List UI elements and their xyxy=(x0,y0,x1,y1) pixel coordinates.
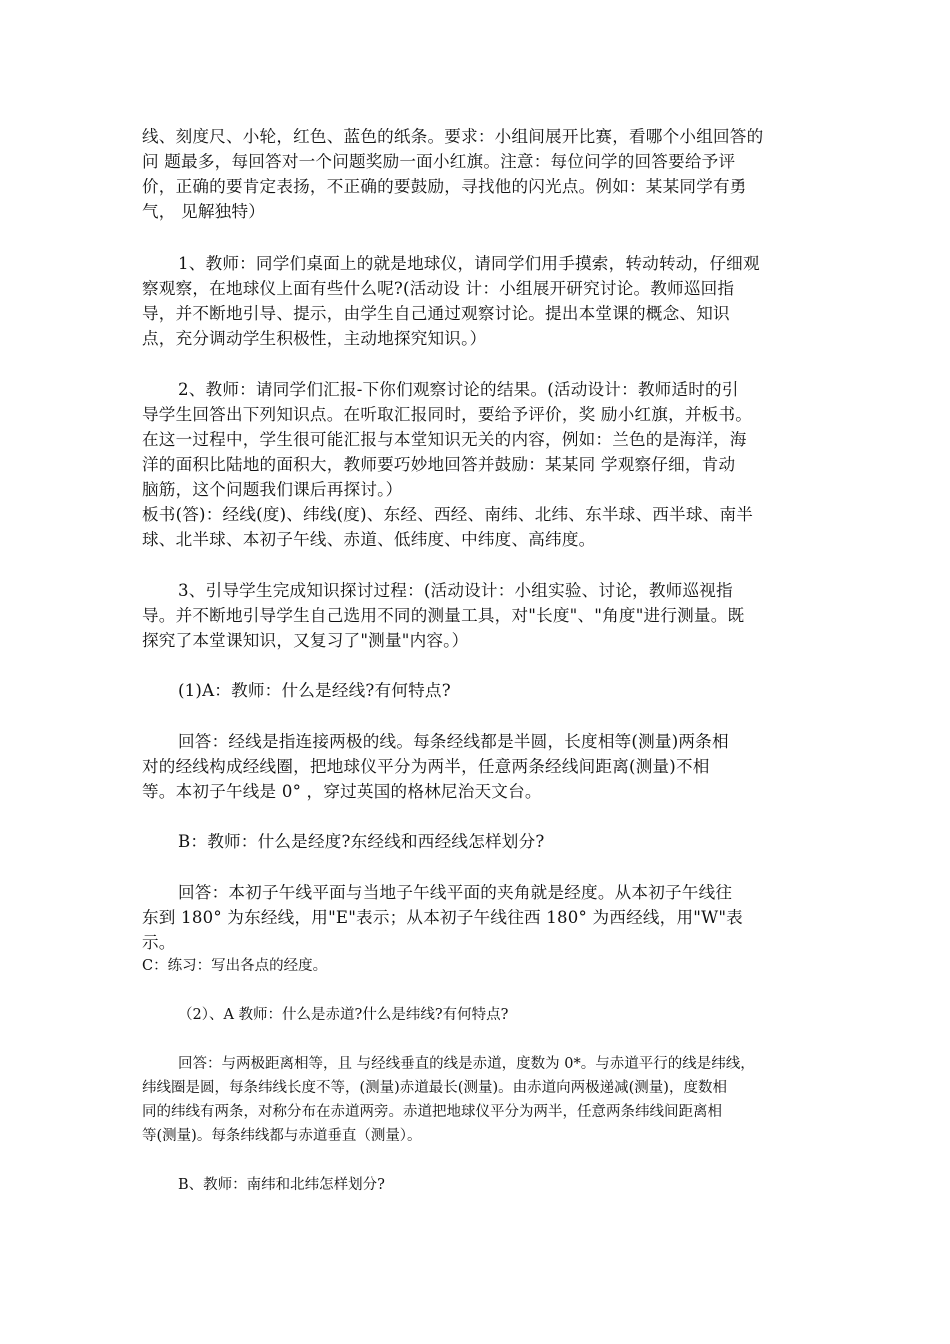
blackboard-line: 球、北半球、本初子午线、赤道、低纬度、中纬度、高纬度。 xyxy=(142,530,596,549)
question-1b: B：教师：什么是经度?东经线和西经线怎样划分? xyxy=(178,832,545,851)
text-line: 对的经线构成经线圈，把地球仪平分为两半，任意两条经线间距离(测量)不相 xyxy=(142,757,710,776)
text-line: 导，并不断地引导、提示，由学生自己通过观察讨论。提出本堂课的概念、知识 xyxy=(142,304,730,323)
question-2a: （2）、A 教师：什么是赤道?什么是纬线?有何特点? xyxy=(178,1007,509,1023)
text-line: 等。本初子午线是 0° ，穿过英国的格林尼治天文台。 xyxy=(142,782,542,801)
question-1a: (1)A：教师：什么是经线?有何特点? xyxy=(178,681,451,700)
text-line: 在这一过程中，学生很可能汇报与本堂知识无关的内容，例如：兰色的是海洋，海 xyxy=(142,430,747,449)
paragraph-1-line: 1、教师：同学们桌面上的就是地球仪，请同学们用手摸索，转动转动，仔细观 xyxy=(178,254,760,273)
text-line: 问 题最多，每回答对一个问题奖励一面小红旗。注意：每位问学的回答要给予评 xyxy=(142,152,736,171)
text-line: 点，充分调动学生积极性，主动地探究知识。） xyxy=(142,329,487,348)
paragraph-2-line: 2、教师：请同学们汇报-下你们观察讨论的结果。(活动设计：教师适时的引 xyxy=(178,380,739,399)
text-line: 等(测量)。每条纬线都与赤道垂直（测量）。 xyxy=(142,1128,422,1144)
text-line: 察观察，在地球仪上面有些什么呢?(活动设 计：小组展开研究讨论。教师巡回指 xyxy=(142,279,735,298)
text-line: 东到 180° 为东经线，用"E"表示；从本初子午线往西 180° 为西经线，用"W"表 xyxy=(142,908,743,927)
text-line: 脑筋，这个问题我们课后再探讨。） xyxy=(142,480,403,499)
text-line: 同的纬线有两条，对称分布在赤道两旁。赤道把地球仪平分为两半，任意两条纬线间距离相 xyxy=(142,1104,722,1120)
blackboard-line: 板书(答)：经线(度)、纬线(度)、东经、西经、南纬、北纬、东半球、西半球、南半 xyxy=(142,505,754,524)
answer-line: 回答：与两极距离相等，且 与经线垂直的线是赤道，度数为 0*。与赤道平行的线是纬线， xyxy=(178,1056,755,1072)
answer-line: 回答：本初子午线平面与当地子午线平面的夹角就是经度。从本初子午线往 xyxy=(178,883,733,902)
text-line: 纬线圈是圆，每条纬线长度不等，(测量)赤道最长(测量)。由赤道向两极递减(测量)，度数相 xyxy=(142,1080,727,1096)
paragraph-3-line: 3、引导学生完成知识探讨过程：(活动设计：小组实验、讨论，教师巡视指 xyxy=(178,581,733,600)
text-line: 价，正确的要肯定表扬，不正确的要鼓励，寻找他的闪光点。例如：某某同学有勇 xyxy=(142,177,747,196)
text-line: 洋的面积比陆地的面积大，教师要巧妙地回答并鼓励：某某同 学观察仔细，肯动 xyxy=(142,455,736,474)
answer-line: 回答：经线是指连接两极的线。每条经线都是半圆，长度相等(测量)两条相 xyxy=(178,732,729,751)
exercise-line: C：练习：写出各点的经度。 xyxy=(142,958,328,974)
text-line: 示。 xyxy=(142,933,176,952)
text-line: 线、刻度尺、小轮，红色、蓝色的纸条。要求：小组间展开比赛，看哪个小组回答的 xyxy=(142,127,764,146)
text-line: 导。并不断地引导学生自己选用不同的测量工具，对"长度"、"角度"进行测量。既 xyxy=(142,606,745,625)
text-line: 探究了本堂课知识，又复习了"测量"内容。） xyxy=(142,631,469,650)
question-2b: B、教师：南纬和北纬怎样划分? xyxy=(178,1177,385,1193)
text-line: 气， 见解独特） xyxy=(142,202,266,221)
text-line: 导学生回答出下列知识点。在听取汇报同时，要给予评价，奖 励小红旗，并板书。 xyxy=(142,405,753,424)
